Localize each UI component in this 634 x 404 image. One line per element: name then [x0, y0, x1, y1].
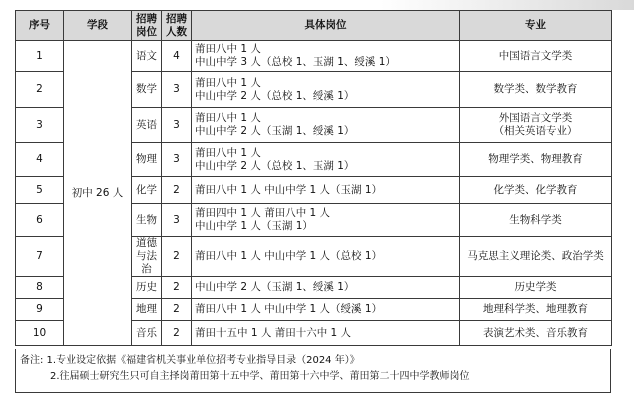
- header-post-line1: 招聘: [136, 12, 157, 25]
- row-major-line: 化学类、化学教育: [493, 183, 578, 196]
- row-detail: [192, 108, 460, 143]
- row-detail-line: 中山中学 2 人（总校 1、绶溪 1）: [195, 89, 355, 102]
- row-no: 6: [16, 204, 64, 237]
- row-no: 5: [16, 177, 64, 204]
- table-notes: [15, 349, 611, 393]
- row-major: [460, 108, 612, 143]
- row-major: [460, 277, 612, 299]
- row-detail-line: 中山中学 1 人（玉湖 1）: [195, 220, 313, 232]
- table-header-row: [16, 11, 612, 41]
- recruitment-table-sheet: [15, 10, 611, 346]
- note-line-1: 备注: 1.专业设定依据《福建省机关事业单位招考专业指导目录（2024 年）》: [20, 355, 360, 366]
- row-detail: [192, 72, 460, 108]
- row-detail-line: 中山中学 3 人（总校 1、玉湖 1、绶溪 1）: [195, 56, 396, 68]
- row-subject: 英语: [132, 108, 162, 143]
- row-detail-line: 莆田八中 1 人 中山中学 1 人（绶溪 1）: [195, 303, 383, 315]
- header-count-line1: 招聘: [166, 12, 187, 25]
- row-no: 3: [16, 108, 64, 143]
- row-count: 4: [162, 41, 192, 72]
- row-no: 7: [16, 237, 64, 277]
- row-detail-line: 中山中学 2 人（玉湖 1、绶溪 1）: [195, 125, 355, 137]
- row-detail: [192, 277, 460, 299]
- row-count: 3: [162, 204, 192, 237]
- row-detail: [192, 143, 460, 177]
- row-major-line: 生物科学类: [509, 213, 562, 226]
- row-major-line: 地理科学类、地理教育: [483, 303, 588, 315]
- row-no: 10: [16, 321, 64, 346]
- row-count: 2: [162, 299, 192, 321]
- stage-cell: 初中 26 人: [64, 41, 132, 346]
- row-no: 4: [16, 143, 64, 177]
- row-subject: 语文: [132, 41, 162, 72]
- header-post-line2: 岗位: [136, 25, 157, 38]
- row-detail-line: 中山中学 2 人（总校 1、玉湖 1）: [195, 159, 355, 172]
- row-subject: 地理: [132, 299, 162, 321]
- row-major-line: 外国语言文学类: [498, 112, 573, 124]
- row-no: 8: [16, 277, 64, 299]
- row-detail: [192, 204, 460, 237]
- header-count-line2: 人数: [166, 25, 187, 38]
- row-major-line: 中国语言文学类: [498, 49, 573, 62]
- row-subject: 生物: [132, 204, 162, 237]
- row-detail-line: 莆田八中 1 人: [195, 43, 261, 55]
- row-subject: 音乐: [132, 321, 162, 346]
- row-count: 2: [162, 321, 192, 346]
- header-detail: 具体岗位: [192, 11, 460, 41]
- row-count: 2: [162, 277, 192, 299]
- row-no: 2: [16, 72, 64, 108]
- row-major: [460, 237, 612, 277]
- row-detail-line: 莆田八中 1 人 中山中学 1 人（玉湖 1）: [195, 183, 383, 196]
- header-post: [132, 11, 162, 41]
- row-detail-line: 中山中学 2 人（玉湖 1、绶溪 1）: [195, 281, 355, 293]
- row-major: [460, 299, 612, 321]
- row-major-line: 历史学类: [514, 281, 557, 293]
- row-major-line: 马克思主义理论类、政治学类: [467, 250, 604, 262]
- row-detail: [192, 237, 460, 277]
- row-subject-text: 道德与法治: [136, 237, 157, 275]
- row-major-line: 数学类、数学教育: [493, 83, 578, 95]
- row-count: 2: [162, 177, 192, 204]
- row-major: [460, 204, 612, 237]
- recruitment-table: [15, 10, 612, 346]
- row-detail: [192, 41, 460, 72]
- row-subject: 数学: [132, 72, 162, 108]
- row-detail: [192, 177, 460, 204]
- header-major: 专业: [460, 11, 612, 41]
- row-count: 3: [162, 108, 192, 143]
- row-subject: 历史: [132, 277, 162, 299]
- row-major-line: 表演艺术类、音乐教育: [483, 326, 588, 339]
- row-detail-line: 莆田八中 1 人: [195, 76, 261, 89]
- top-edge-shadow: [0, 0, 634, 10]
- row-detail: [192, 299, 460, 321]
- row-detail-line: 莆田十五中 1 人 莆田十六中 1 人: [195, 326, 352, 339]
- row-count: 3: [162, 72, 192, 108]
- row-detail-line: 莆田八中 1 人: [195, 112, 261, 124]
- row-subject: 物理: [132, 143, 162, 177]
- row-no: 1: [16, 41, 64, 72]
- row-detail-line: 莆田八中 1 人: [195, 146, 261, 159]
- row-major: [460, 72, 612, 108]
- row-major: [460, 177, 612, 204]
- row-count: 3: [162, 143, 192, 177]
- header-stage: 学段: [64, 11, 132, 41]
- row-detail: [192, 321, 460, 346]
- header-count: [162, 11, 192, 41]
- row-major: [460, 321, 612, 346]
- row-detail-line: 莆田八中 1 人 中山中学 1 人（总校 1）: [195, 250, 383, 262]
- row-major-line: （相关英语专业）: [493, 125, 578, 137]
- row-major-line: 物理学类、物理教育: [488, 153, 583, 165]
- header-no: 序号: [16, 11, 64, 41]
- row-no: 9: [16, 299, 64, 321]
- row-count: 2: [162, 237, 192, 277]
- row-subject: 化学: [132, 177, 162, 204]
- row-major: [460, 41, 612, 72]
- row-major: [460, 143, 612, 177]
- row-detail-line: 莆田四中 1 人 莆田八中 1 人: [195, 207, 331, 219]
- row-subject: [132, 237, 162, 277]
- note-line-2: 2.往届硕士研究生只可自主择岗莆田第十五中学、莆田第十六中学、莆田第二十四中学教师岗位: [50, 371, 470, 382]
- table-row: [16, 41, 612, 72]
